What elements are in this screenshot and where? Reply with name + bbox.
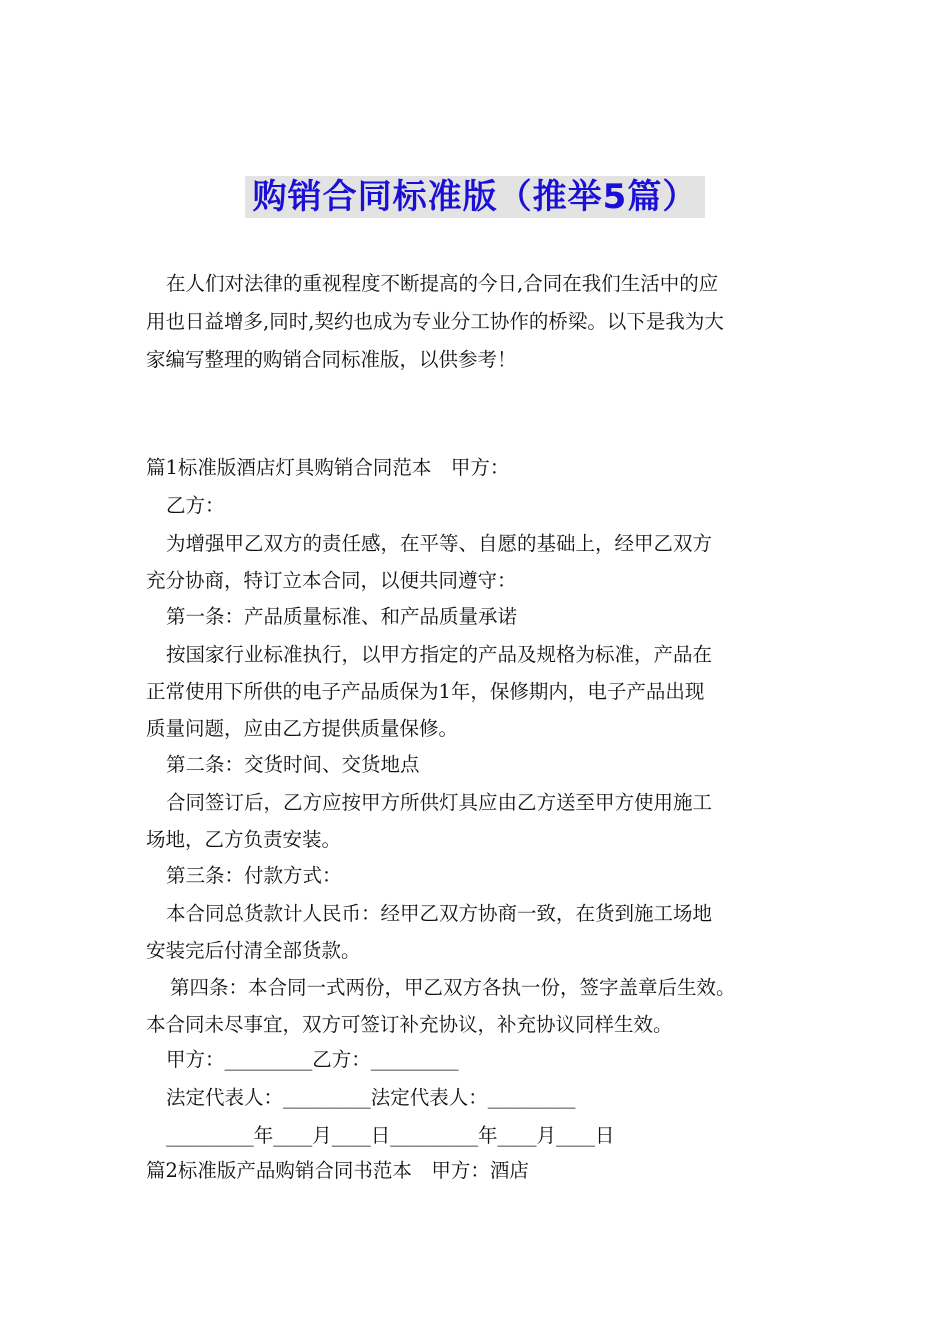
- article-heading: 第一条：产品质量标准、和产品质量承诺: [166, 605, 518, 628]
- paragraph-line: 充分协商，特订立本合同，以便共同遵守：: [146, 569, 517, 592]
- paragraph-line: 本合同总货款计人民币：经甲乙双方协商一致，在货到施工场地: [166, 902, 713, 925]
- document-title: 购销合同标准版（推举5篇）: [245, 176, 706, 218]
- section-heading: 篇2标准版产品购销合同书范本 甲方：酒店: [146, 1159, 529, 1182]
- paragraph-line: 场地，乙方负责安装。: [146, 828, 342, 851]
- paragraph-line: 合同签订后，乙方应按甲方所供灯具应由乙方送至甲方使用施工: [166, 791, 713, 814]
- date-line: _________年____月____日_________年____月____日: [166, 1124, 615, 1147]
- paragraph-line: 按国家行业标准执行，以甲方指定的产品及规格为标准，产品在: [166, 643, 713, 666]
- paragraph-line: 安装完后付清全部货款。: [146, 939, 361, 962]
- intro-line: 家编写整理的购销合同标准版，以供参考！: [146, 348, 517, 371]
- intro-line: 在人们对法律的重视程度不断提高的今日,合同在我们生活中的应: [166, 272, 719, 295]
- article-heading: 第二条：交货时间、交货地点: [166, 753, 420, 776]
- paragraph-line: 本合同未尽事宜，双方可签订补充协议，补充协议同样生效。: [146, 1013, 673, 1036]
- intro-line: 用也日益增多,同时,契约也成为专业分工协作的桥梁。以下是我为大: [146, 310, 724, 333]
- party-b-label: 乙方：: [166, 494, 225, 517]
- signature-line: 法定代表人：_________法定代表人：_________: [166, 1086, 576, 1109]
- paragraph-line: 质量问题，应由乙方提供质量保修。: [146, 717, 459, 740]
- signature-line: 甲方：_________乙方：_________: [166, 1048, 459, 1071]
- paragraph-line: 正常使用下所供的电子产品质保为1年，保修期内，电子产品出现: [146, 680, 705, 703]
- title-container: [0, 176, 950, 218]
- section-heading: 篇1标准版酒店灯具购销合同范本 甲方：: [146, 456, 510, 479]
- article-heading: 第三条：付款方式：: [166, 864, 342, 887]
- article-heading: 第四条：本合同一式两份，甲乙双方各执一份，签字盖章后生效。: [170, 976, 736, 999]
- paragraph-line: 为增强甲乙双方的责任感，在平等、自愿的基础上，经甲乙双方: [166, 532, 713, 555]
